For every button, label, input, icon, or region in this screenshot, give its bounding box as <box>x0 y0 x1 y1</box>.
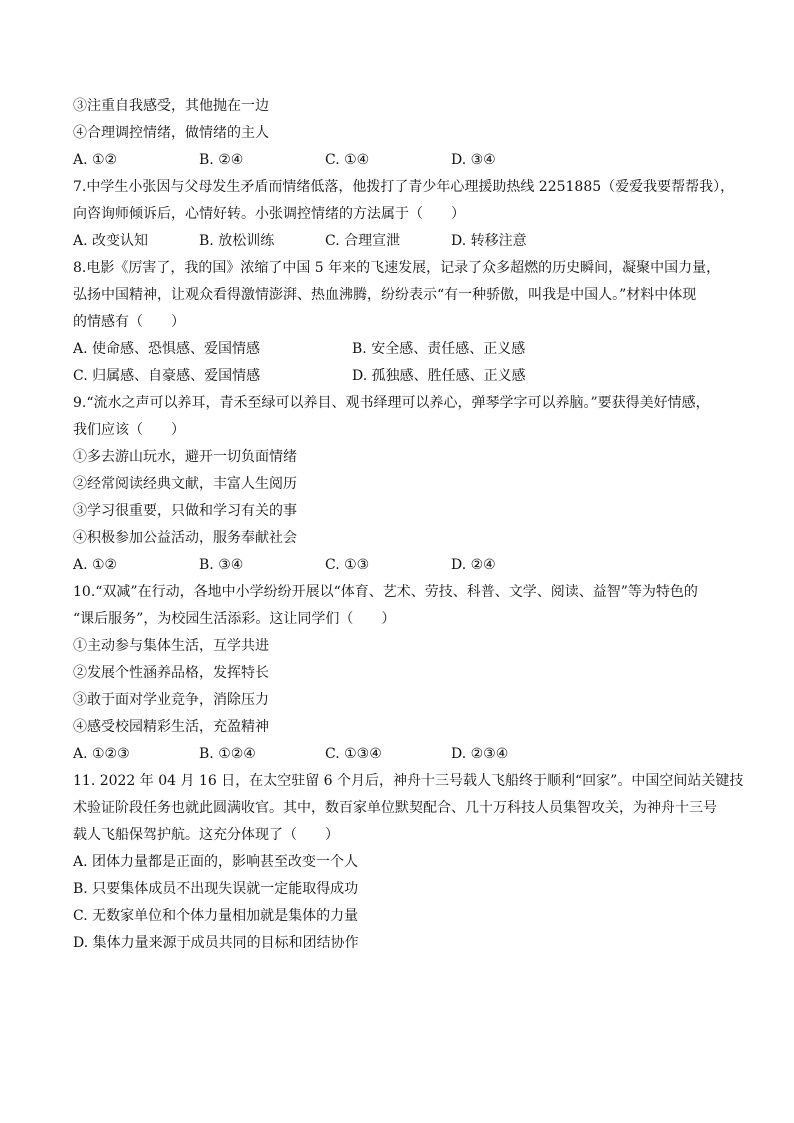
choice-b[interactable]: B. ②④ <box>199 152 244 168</box>
answer-choices <box>73 228 733 255</box>
option-line: ③敢于面对学业竞争，消除压力 <box>73 692 269 708</box>
choice-b[interactable]: B. 放松训练 <box>199 233 275 249</box>
option-line: ④感受校园精彩生活，充盈精神 <box>73 719 269 735</box>
option-line: ③注重自我感受，其他抛在一边 <box>73 98 269 114</box>
choice-c[interactable]: C. 归属感、自豪感、爱国情感 <box>73 368 261 384</box>
choice-a[interactable]: A. 使命感、恐惧感、爱国情感 <box>73 341 261 357</box>
choice-d[interactable]: D. 集体力量来源于成员共同的目标和团结协作 <box>73 935 359 951</box>
choice-c[interactable]: C. ①④ <box>325 152 370 168</box>
choice-c[interactable]: C. 无数家单位和个体力量相加就是集体的力量 <box>73 908 359 924</box>
question-9-stem: 我们应该（ ） <box>73 422 185 438</box>
option-line: ④合理调控情绪，做情绪的主人 <box>73 125 269 141</box>
choice-b[interactable]: B. 安全感、责任感、正义感 <box>352 341 526 357</box>
choice-a[interactable]: A. ①②③ <box>73 746 130 762</box>
choice-d[interactable]: D. ②④ <box>451 557 496 573</box>
question-11-stem: 术验证阶段任务也就此圆满收官。其中，数百家单位默契配合、几十万科技人员集智攻关，为神舟十三号 <box>73 800 717 816</box>
choice-d[interactable]: D. ②③④ <box>451 746 509 762</box>
choice-a[interactable]: A. ①② <box>73 152 118 168</box>
answer-choices <box>73 336 733 363</box>
answer-choices <box>73 552 733 579</box>
question-8-stem: 的情感有（ ） <box>73 314 185 330</box>
question-9-stem: 9.“流水之声可以养耳，青禾至绿可以养目、观书绎理可以养心，弹琴学字可以养脑。”要获得美好情感， <box>73 395 710 411</box>
choice-c[interactable]: C. 合理宣泄 <box>325 233 401 249</box>
answer-choices <box>73 741 733 768</box>
question-11-stem: 载人飞船保驾护航。这充分体现了（ ） <box>73 827 339 843</box>
option-line: ③学习很重要，只做和学习有关的事 <box>73 503 297 519</box>
choice-b[interactable]: B. ③④ <box>199 557 244 573</box>
question-10-stem: 10.“双减”在行动，各地中小学纷纷开展以“体育、艺术、劳技、科普、文学、阅读、益智”等为特色的 <box>73 584 698 600</box>
answer-choices <box>73 363 733 390</box>
choice-d[interactable]: D. 孤独感、胜任感、正义感 <box>352 368 526 384</box>
option-line: ①主动参与集体生活，互学共进 <box>73 638 269 654</box>
answer-choices <box>73 147 733 174</box>
choice-a[interactable]: A. ①② <box>73 557 118 573</box>
choice-d[interactable]: D. 转移注意 <box>451 233 527 249</box>
choice-c[interactable]: C. ①③ <box>325 557 370 573</box>
question-8-stem: 弘扬中国精神，让观众看得激情澎湃、热血沸腾，纷纷表示“有一种骄傲，叫我是中国人。”材料中体现 <box>73 287 697 303</box>
question-7-stem: 7.中学生小张因与父母发生矛盾而情绪低落，他拨打了青少年心理援助热线 2251885（爱爱我要帮帮我）， <box>73 179 735 195</box>
question-7-stem: 向咨询师倾诉后，心情好转。小张调控情绪的方法属于（ ） <box>73 206 465 222</box>
choice-c[interactable]: C. ①③④ <box>325 746 382 762</box>
option-line: ②经常阅读经典文献，丰富人生阅历 <box>73 476 297 492</box>
choice-b[interactable]: B. ①②④ <box>199 746 256 762</box>
question-10-stem: “课后服务”，为校园生活添彩。这让同学们（ ） <box>73 611 396 627</box>
choice-a[interactable]: A. 改变认知 <box>73 233 149 249</box>
option-line: ②发展个性涵养品格，发挥特长 <box>73 665 269 681</box>
option-line: ④积极参加公益活动，服务奉献社会 <box>73 530 297 546</box>
question-content <box>73 93 744 957</box>
option-line: ①多去游山玩水，避开一切负面情绪 <box>73 449 297 465</box>
choice-b[interactable]: B. 只要集体成员不出现失误就一定能取得成功 <box>73 881 359 897</box>
choice-a[interactable]: A. 团体力量都是正面的，影响甚至改变一个人 <box>73 854 359 870</box>
choice-d[interactable]: D. ③④ <box>451 152 496 168</box>
question-11-stem: 11. 2022 年 04 月 16 日，在太空驻留 6 个月后，神舟十三号载人飞船终于顺利“回家”。中国空间站关键技 <box>73 773 744 789</box>
question-8-stem: 8.电影《厉害了，我的国》浓缩了中国 5 年来的飞速发展，记录了众多超燃的历史瞬间，凝聚中国力量， <box>73 260 721 276</box>
